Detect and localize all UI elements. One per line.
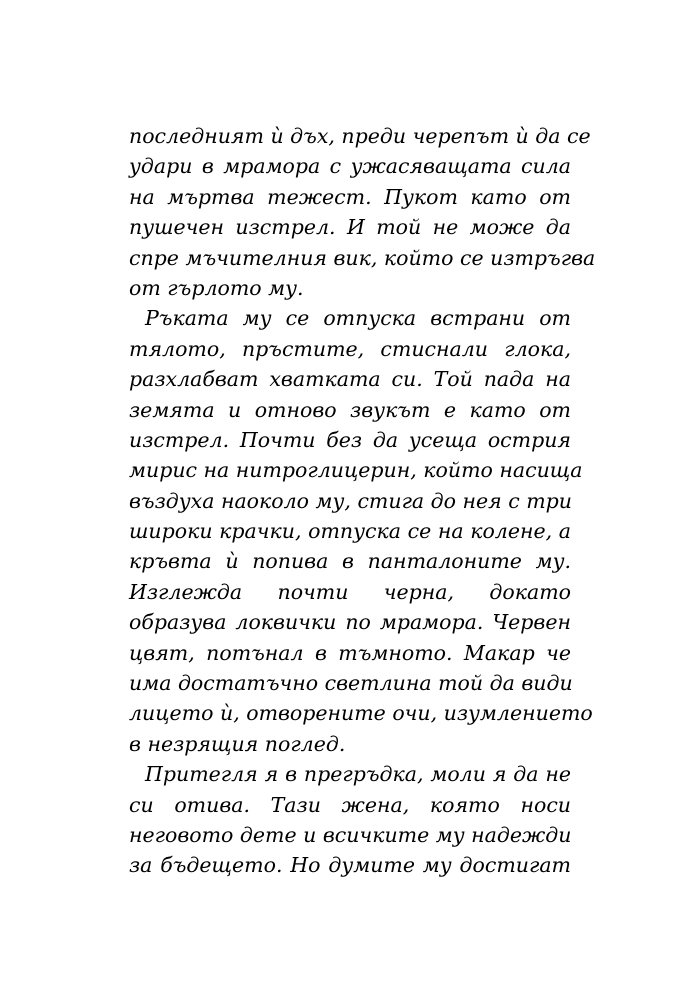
text-line: в незрящия поглед. [129,731,346,756]
text-line: Ръката му се отпуска встрани от [145,306,571,331]
text-line: разхлабват хватката си. Той пада на [129,367,571,392]
text-line: въздуха наоколо му, стига до нея с три [129,488,573,513]
text-line: изстрел. Почти без да усеща острия [129,427,571,452]
body-text [129,121,596,881]
text-line: лицето ѝ, отворените очи, изумлението [129,701,593,726]
text-line: цвят, потънал в тъмното. Макар че [129,640,571,665]
text-line: има достатъчно светлина той да види [129,671,573,696]
text-line: от гърлото му. [129,275,304,300]
text-line: земята и отново звукът е като от [129,397,571,422]
text-line: пушечен изстрел. И той не може да [129,215,571,240]
text-line: за бъдещето. Но думите му достигат [129,853,571,878]
text-line: Изглежда почти черна, докато [129,579,571,604]
text-line: тялото, пръстите, стиснали глока, [129,336,571,361]
text-line: кръвта ѝ попива в панталоните му. [129,549,571,574]
text-line: широки крачки, отпуска се на колене, а [129,519,571,544]
text-line: последният ѝ дъх, преди черепът ѝ да се [129,124,591,148]
text-line: удари в мрамора с ужасяващата сила [129,154,571,179]
text-line: Притегля я в прегръдка, моли я да не [145,762,571,787]
text-line: спре мъчителния вик, който се изтръгва [129,245,596,270]
text-line: мирис на нитроглицерин, който насища [129,458,583,483]
text-line: си отива. Тази жена, която носи [129,792,571,817]
text-line: образува локвички по мрамора. Червен [129,610,571,635]
text-line: неговото дете и всичките му надежди [129,822,572,847]
text-line: на мъртва тежест. Пукот като от [129,184,571,209]
